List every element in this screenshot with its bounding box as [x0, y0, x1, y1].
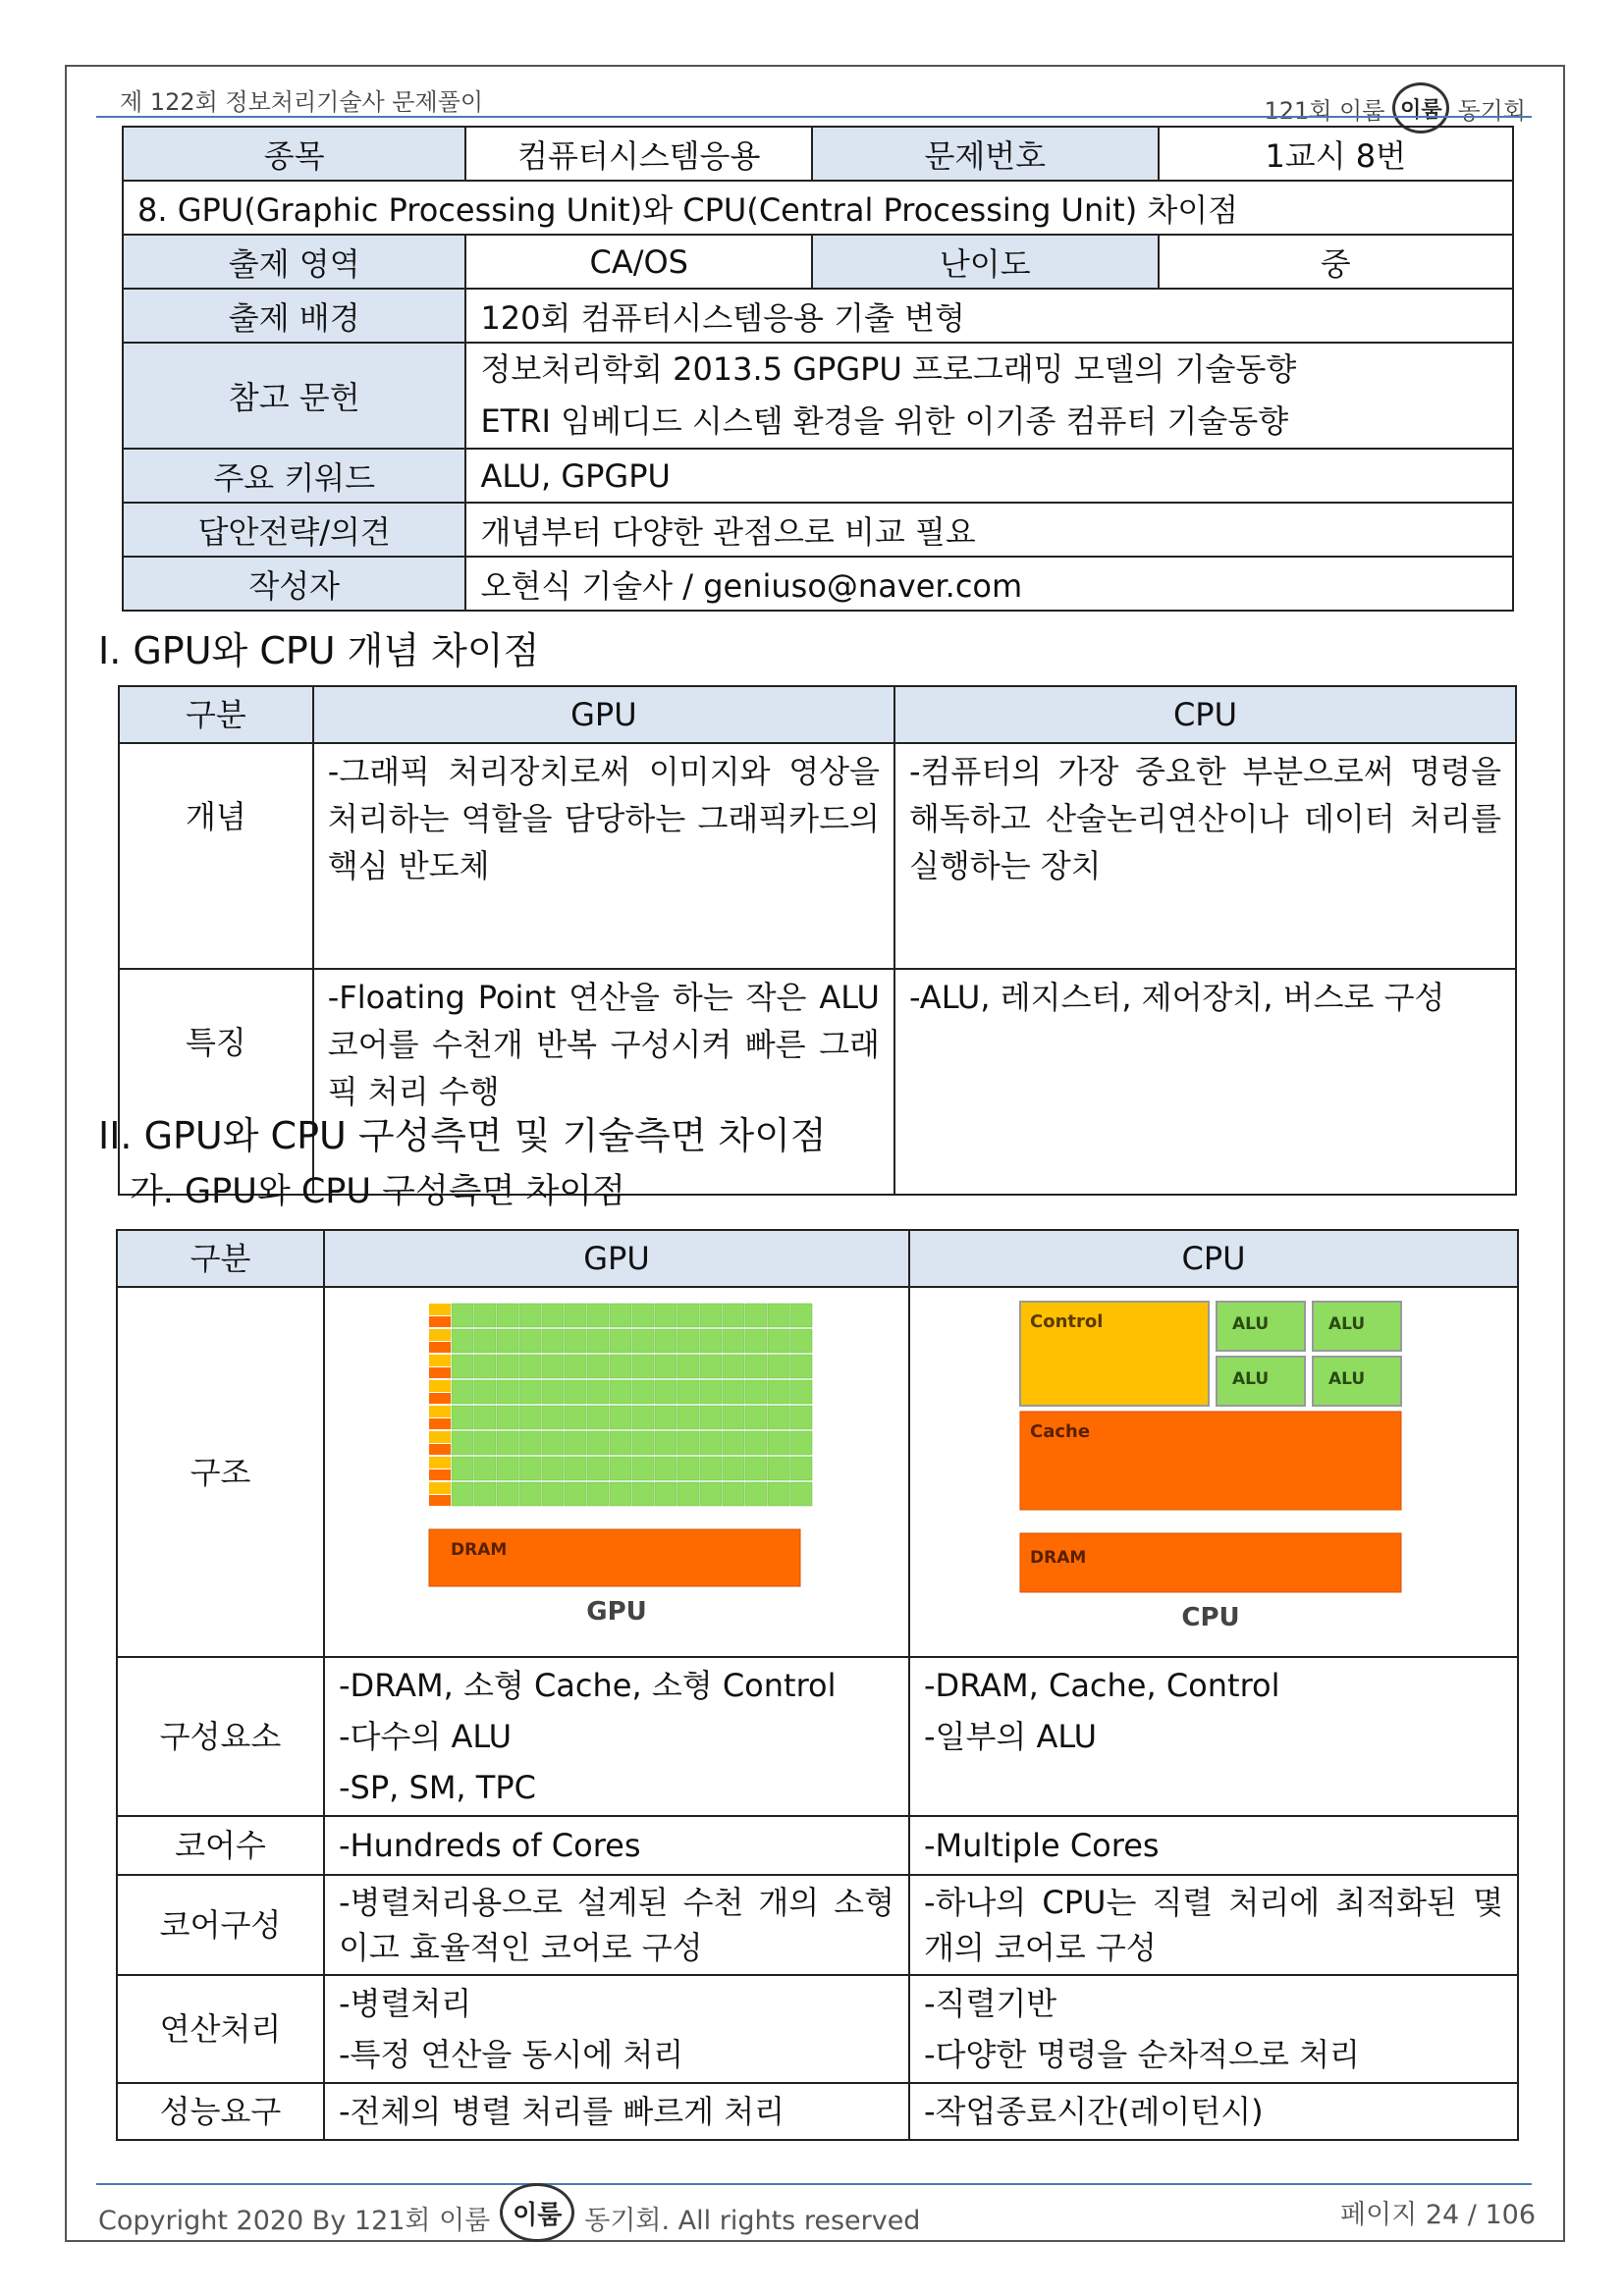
- gpu-alu-cell: [565, 1457, 586, 1480]
- cpu-alu-label: ALU: [1328, 1314, 1366, 1334]
- column-header: CPU: [894, 686, 1516, 743]
- section-title: II. GPU와 CPU 구성측면 및 기술측면 차이점: [98, 1114, 827, 1157]
- list-item: -DRAM, 소형 Cache, 소형 Control: [339, 1667, 837, 1704]
- gpu-alu-cell: [565, 1355, 586, 1378]
- gpu-control-cell: [429, 1431, 451, 1443]
- cpu-alu-label: ALU: [1232, 1314, 1270, 1334]
- question-info-table: [122, 126, 1514, 612]
- gpu-alu-cell: [632, 1304, 654, 1327]
- gpu-alu-cell: [519, 1355, 541, 1378]
- header-club: 동기회: [1457, 96, 1526, 125]
- gpu-alu-cell: [587, 1304, 609, 1327]
- gpu-alu-cell: [700, 1329, 722, 1353]
- gpu-alu-cell: [632, 1329, 654, 1353]
- table-row: [123, 235, 1513, 289]
- gpu-alu-cell: [677, 1482, 699, 1506]
- gpu-alu-cell: [745, 1329, 767, 1353]
- difficulty-value: 중: [1159, 235, 1513, 289]
- gpu-alu-cell: [474, 1380, 496, 1404]
- gpu-alu-cell: [745, 1457, 767, 1480]
- row-label: 개념: [119, 743, 313, 969]
- gpu-alu-cell: [497, 1482, 518, 1506]
- gpu-alu-cell: [700, 1457, 722, 1480]
- gpu-alu-cell: [542, 1304, 564, 1327]
- gpu-alu-cell: [655, 1355, 677, 1378]
- page-footer: [98, 2189, 1536, 2248]
- gpu-alu-cell: [587, 1329, 609, 1353]
- column-header: 구분: [119, 686, 313, 743]
- gpu-alu-cell: [655, 1304, 677, 1327]
- gpu-alu-cell: [610, 1355, 631, 1378]
- list-item: -SP, SM, TPC: [339, 1769, 536, 1806]
- gpu-alu-cell: [542, 1431, 564, 1455]
- row-label: 연산처리: [117, 1975, 324, 2083]
- gpu-alu-cell: [723, 1482, 744, 1506]
- gpu-alu-cell: [565, 1329, 586, 1353]
- gpu-alu-cell: [768, 1431, 789, 1455]
- row-label: 코어구성: [117, 1875, 324, 1975]
- composition-comparison-table: [116, 1229, 1519, 2141]
- gpu-control-cell: [429, 1482, 451, 1494]
- gpu-alu-cell: [700, 1431, 722, 1455]
- strategy-label: 답안전략/의견: [123, 503, 465, 557]
- table-row: [117, 1230, 1518, 1287]
- gpu-alu-cell: [497, 1329, 518, 1353]
- gpu-alu-cell: [610, 1380, 631, 1404]
- difficulty-label: 난이도: [812, 235, 1158, 289]
- gpu-control-cell: [429, 1355, 451, 1366]
- gpu-alu-cell: [497, 1457, 518, 1480]
- gpu-alu-cell: [587, 1482, 609, 1506]
- row-label: 구조: [117, 1287, 324, 1657]
- gpu-control-cell: [429, 1329, 451, 1341]
- gpu-alu-cell: [723, 1380, 744, 1404]
- gpu-alu-cell: [452, 1329, 473, 1353]
- gpu-alu-cell: [587, 1457, 609, 1480]
- cpu-core-config: -하나의 CPU는 직렬 처리에 최적화된 몇 개의 코어로 구성: [909, 1875, 1518, 1975]
- gpu-alu-cell: [768, 1482, 789, 1506]
- list-item: -다양한 명령을 순차적으로 처리: [924, 2036, 1360, 2073]
- gpu-alu-cell: [632, 1431, 654, 1455]
- gpu-alu-cell: [519, 1380, 541, 1404]
- gpu-cache-cell: [429, 1469, 451, 1480]
- reference-label: 참고 문헌: [123, 343, 465, 449]
- gpu-alu-cell: [723, 1431, 744, 1455]
- cpu-dram-label: DRAM: [1030, 1548, 1087, 1568]
- gpu-alu-cell: [700, 1406, 722, 1429]
- gpu-alu-cell: [497, 1355, 518, 1378]
- gpu-alu-cell: [655, 1482, 677, 1506]
- gpu-alu-cell: [519, 1304, 541, 1327]
- gpu-alu-cell: [632, 1406, 654, 1429]
- gpu-alu-cell: [587, 1406, 609, 1429]
- gpu-diagram-cell: [324, 1287, 909, 1657]
- row-label: 특징: [119, 969, 313, 1195]
- gpu-alu-cell: [632, 1482, 654, 1506]
- list-item: -다수의 ALU: [339, 1718, 513, 1755]
- table-row: [123, 343, 1513, 449]
- gpu-alu-cell: [610, 1329, 631, 1353]
- area-value: CA/OS: [465, 235, 812, 289]
- gpu-alu-cell: [452, 1380, 473, 1404]
- question-text: 8. GPU(Graphic Processing Unit)와 CPU(Central Processing Unit) 차이점: [123, 181, 1513, 235]
- gpu-cache-cell: [429, 1367, 451, 1378]
- gpu-alu-cell: [542, 1457, 564, 1480]
- page-number: 페이지 24 / 106: [1340, 2200, 1536, 2230]
- subsection-title: 가. GPU와 CPU 구성측면 차이점: [130, 1172, 625, 1211]
- gpu-alu-cell: [790, 1482, 812, 1506]
- gpu-feature: -Floating Point 연산을 하는 작은 ALU 코어를 수천개 반복 구성시켜 빠른 그래픽 처리 수행: [313, 969, 894, 1195]
- gpu-alu-cell: [474, 1406, 496, 1429]
- gpu-dram-label: DRAM: [451, 1540, 508, 1560]
- gpu-alu-cell: [632, 1380, 654, 1404]
- gpu-alu-cell: [542, 1329, 564, 1353]
- gpu-alu-cell: [452, 1457, 473, 1480]
- gpu-alu-cell: [655, 1406, 677, 1429]
- gpu-alu-cell: [700, 1355, 722, 1378]
- gpu-cache-cell: [429, 1495, 451, 1506]
- gpu-alu-cell: [790, 1380, 812, 1404]
- subject-label: 종목: [123, 127, 465, 181]
- row-label: 구성요소: [117, 1657, 324, 1816]
- gpu-alu-cell: [700, 1380, 722, 1404]
- gpu-cache-cell: [429, 1393, 451, 1404]
- gpu-alu-cell: [723, 1406, 744, 1429]
- gpu-alu-cell: [790, 1406, 812, 1429]
- gpu-alu-cell: [497, 1431, 518, 1455]
- table-row: [123, 127, 1513, 181]
- column-header: GPU: [313, 686, 894, 743]
- gpu-alu-cell: [768, 1304, 789, 1327]
- table-row: [117, 1287, 1518, 1657]
- gpu-cores: -Hundreds of Cores: [324, 1816, 909, 1875]
- gpu-caption: GPU: [586, 1597, 647, 1627]
- copyright-suffix: 동기회. All rights reserved: [584, 2205, 921, 2236]
- table-row: [117, 1975, 1518, 2083]
- column-header: GPU: [324, 1230, 909, 1287]
- gpu-alu-cell: [745, 1355, 767, 1378]
- gpu-alu-cell: [790, 1304, 812, 1327]
- gpu-alu-cell: [610, 1482, 631, 1506]
- gpu-alu-cell: [474, 1304, 496, 1327]
- table-row: [123, 449, 1513, 503]
- number-value: 1교시 8번: [1159, 127, 1513, 181]
- cpu-processing: [909, 1975, 1518, 2083]
- club-logo: 이룸: [1392, 82, 1449, 133]
- gpu-alu-cell: [677, 1457, 699, 1480]
- gpu-alu-cell: [565, 1380, 586, 1404]
- gpu-alu-cell: [745, 1380, 767, 1404]
- table-row: [119, 686, 1516, 743]
- gpu-cache-cell: [429, 1418, 451, 1429]
- list-item: -DRAM, Cache, Control: [924, 1667, 1280, 1704]
- gpu-alu-cell: [790, 1457, 812, 1480]
- gpu-alu-cell: [723, 1457, 744, 1480]
- gpu-alu-cell: [474, 1431, 496, 1455]
- gpu-alu-cell: [768, 1380, 789, 1404]
- list-item: -병렬처리: [339, 1985, 472, 2022]
- header-group: 121회 이룸: [1264, 96, 1385, 125]
- header-divider: [96, 116, 1532, 118]
- gpu-cache-cell: [429, 1342, 451, 1353]
- list-item: -특정 연산을 동시에 처리: [339, 2036, 684, 2073]
- gpu-core-config: -병렬처리용으로 설계된 수천 개의 소형이고 효율적인 코어로 구성: [324, 1875, 909, 1975]
- gpu-alu-cell: [452, 1406, 473, 1429]
- gpu-alu-cell: [565, 1406, 586, 1429]
- gpu-alu-cell: [542, 1406, 564, 1429]
- gpu-performance: -전체의 병렬 처리를 빠르게 처리: [324, 2083, 909, 2140]
- cpu-concept: -컴퓨터의 가장 중요한 부분으로써 명령을 해독하고 산술논리연산이나 데이터 처리를 실행하는 장치: [894, 743, 1516, 969]
- table-row: [119, 969, 1516, 1195]
- table-row: [119, 743, 1516, 969]
- gpu-control-cell: [429, 1406, 451, 1417]
- gpu-alu-cell: [723, 1304, 744, 1327]
- subject-value: 컴퓨터시스템응용: [465, 127, 812, 181]
- cpu-architecture-diagram: [910, 1288, 1517, 1641]
- gpu-alu-cell: [610, 1431, 631, 1455]
- cpu-control-label: Control: [1030, 1311, 1104, 1332]
- gpu-alu-cell: [474, 1482, 496, 1506]
- gpu-core-grid: [429, 1304, 812, 1506]
- cpu-alu-label: ALU: [1328, 1369, 1366, 1389]
- table-row: [117, 1875, 1518, 1975]
- gpu-alu-cell: [677, 1431, 699, 1455]
- table-row: [123, 503, 1513, 557]
- cpu-feature: -ALU, 레지스터, 제어장치, 버스로 구성: [894, 969, 1516, 1195]
- gpu-alu-cell: [452, 1355, 473, 1378]
- gpu-alu-cell: [474, 1457, 496, 1480]
- gpu-alu-cell: [497, 1406, 518, 1429]
- gpu-alu-cell: [655, 1457, 677, 1480]
- gpu-alu-cell: [677, 1380, 699, 1404]
- table-row: [117, 2083, 1518, 2140]
- gpu-control-cell: [429, 1304, 451, 1315]
- column-header: CPU: [909, 1230, 1518, 1287]
- table-row: [123, 181, 1513, 235]
- area-label: 출제 영역: [123, 235, 465, 289]
- section-title: I. GPU와 CPU 개념 차이점: [98, 629, 540, 672]
- table-row: [123, 557, 1513, 611]
- gpu-alu-cell: [474, 1329, 496, 1353]
- gpu-alu-cell: [542, 1482, 564, 1506]
- header-title: 제 122회 정보처리기술사 문제풀이: [120, 88, 484, 116]
- footer-divider: [96, 2183, 1532, 2185]
- gpu-cache-cell: [429, 1316, 451, 1327]
- gpu-alu-cell: [745, 1482, 767, 1506]
- gpu-alu-cell: [452, 1482, 473, 1506]
- gpu-concept: -그래픽 처리장치로써 이미지와 영상을 처리하는 역할을 담당하는 그래픽카드의 핵심 반도체: [313, 743, 894, 969]
- gpu-cache-cell: [429, 1444, 451, 1455]
- gpu-processing: [324, 1975, 909, 2083]
- strategy-value: 개념부터 다양한 관점으로 비교 필요: [465, 503, 1513, 557]
- row-label: 코어수: [117, 1816, 324, 1875]
- gpu-alu-cell: [700, 1482, 722, 1506]
- gpu-alu-cell: [497, 1380, 518, 1404]
- gpu-alu-cell: [565, 1431, 586, 1455]
- background-value: 120회 컴퓨터시스템응용 기출 변형: [465, 289, 1513, 343]
- gpu-alu-cell: [700, 1304, 722, 1327]
- gpu-alu-cell: [790, 1355, 812, 1378]
- gpu-alu-cell: [610, 1457, 631, 1480]
- gpu-alu-cell: [565, 1304, 586, 1327]
- gpu-alu-cell: [768, 1457, 789, 1480]
- gpu-alu-cell: [474, 1355, 496, 1378]
- cpu-cache-label: Cache: [1030, 1421, 1091, 1442]
- background-label: 출제 배경: [123, 289, 465, 343]
- copyright: [98, 2193, 920, 2242]
- gpu-alu-cell: [677, 1304, 699, 1327]
- gpu-alu-cell: [745, 1431, 767, 1455]
- gpu-alu-cell: [655, 1431, 677, 1455]
- gpu-alu-cell: [655, 1329, 677, 1353]
- gpu-control-cell: [429, 1457, 451, 1468]
- gpu-control-cell: [429, 1380, 451, 1392]
- row-label: 성능요구: [117, 2083, 324, 2140]
- gpu-alu-cell: [745, 1304, 767, 1327]
- gpu-alu-cell: [768, 1355, 789, 1378]
- gpu-alu-cell: [610, 1304, 631, 1327]
- gpu-alu-cell: [452, 1304, 473, 1327]
- cpu-alu-label: ALU: [1232, 1369, 1270, 1389]
- gpu-alu-cell: [542, 1355, 564, 1378]
- cpu-components: [909, 1657, 1518, 1816]
- gpu-alu-cell: [723, 1355, 744, 1378]
- reference-line: 정보처리학회 2013.5 GPGPU 프로그래밍 모델의 기술동향: [480, 350, 1297, 388]
- cpu-performance: -작업종료시간(레이턴시): [909, 2083, 1518, 2140]
- table-row: [117, 1657, 1518, 1816]
- gpu-alu-cell: [497, 1304, 518, 1327]
- gpu-alu-cell: [452, 1431, 473, 1455]
- gpu-alu-cell: [677, 1355, 699, 1378]
- gpu-alu-cell: [723, 1329, 744, 1353]
- club-logo: 이룸: [500, 2183, 574, 2242]
- gpu-alu-cell: [587, 1431, 609, 1455]
- cpu-diagram-cell: [909, 1287, 1518, 1657]
- cpu-cores: -Multiple Cores: [909, 1816, 1518, 1875]
- keyword-label: 주요 키워드: [123, 449, 465, 503]
- column-header: 구분: [117, 1230, 324, 1287]
- gpu-alu-cell: [565, 1482, 586, 1506]
- gpu-alu-cell: [745, 1406, 767, 1429]
- gpu-alu-cell: [677, 1329, 699, 1353]
- table-row: [117, 1816, 1518, 1875]
- gpu-alu-cell: [790, 1329, 812, 1353]
- cpu-caption: CPU: [1181, 1603, 1240, 1632]
- list-item: -일부의 ALU: [924, 1718, 1098, 1755]
- table-row: [123, 289, 1513, 343]
- gpu-alu-cell: [519, 1431, 541, 1455]
- gpu-alu-cell: [632, 1457, 654, 1480]
- reference-line: ETRI 임베디드 시스템 환경을 위한 이기종 컴퓨터 기술동향: [480, 402, 1289, 440]
- number-label: 문제번호: [812, 127, 1158, 181]
- gpu-alu-cell: [519, 1482, 541, 1506]
- reference-value: [465, 343, 1513, 449]
- gpu-alu-cell: [519, 1457, 541, 1480]
- gpu-alu-cell: [677, 1406, 699, 1429]
- copyright-prefix: Copyright 2020 By 121회 이룸: [98, 2205, 491, 2236]
- keyword-value: ALU, GPGPU: [465, 449, 1513, 503]
- gpu-alu-cell: [768, 1329, 789, 1353]
- gpu-architecture-diagram: [325, 1288, 908, 1641]
- gpu-alu-cell: [768, 1406, 789, 1429]
- gpu-alu-cell: [587, 1380, 609, 1404]
- page-header: [120, 77, 1526, 125]
- gpu-alu-cell: [542, 1380, 564, 1404]
- gpu-alu-cell: [587, 1355, 609, 1378]
- gpu-alu-cell: [632, 1355, 654, 1378]
- gpu-alu-cell: [655, 1380, 677, 1404]
- gpu-alu-cell: [519, 1329, 541, 1353]
- gpu-alu-cell: [790, 1431, 812, 1455]
- author-label: 작성자: [123, 557, 465, 611]
- list-item: -직렬기반: [924, 1985, 1057, 2022]
- gpu-alu-cell: [610, 1406, 631, 1429]
- gpu-components: [324, 1657, 909, 1816]
- author-value: 오현식 기술사 / geniuso@naver.com: [465, 557, 1513, 611]
- gpu-alu-cell: [519, 1406, 541, 1429]
